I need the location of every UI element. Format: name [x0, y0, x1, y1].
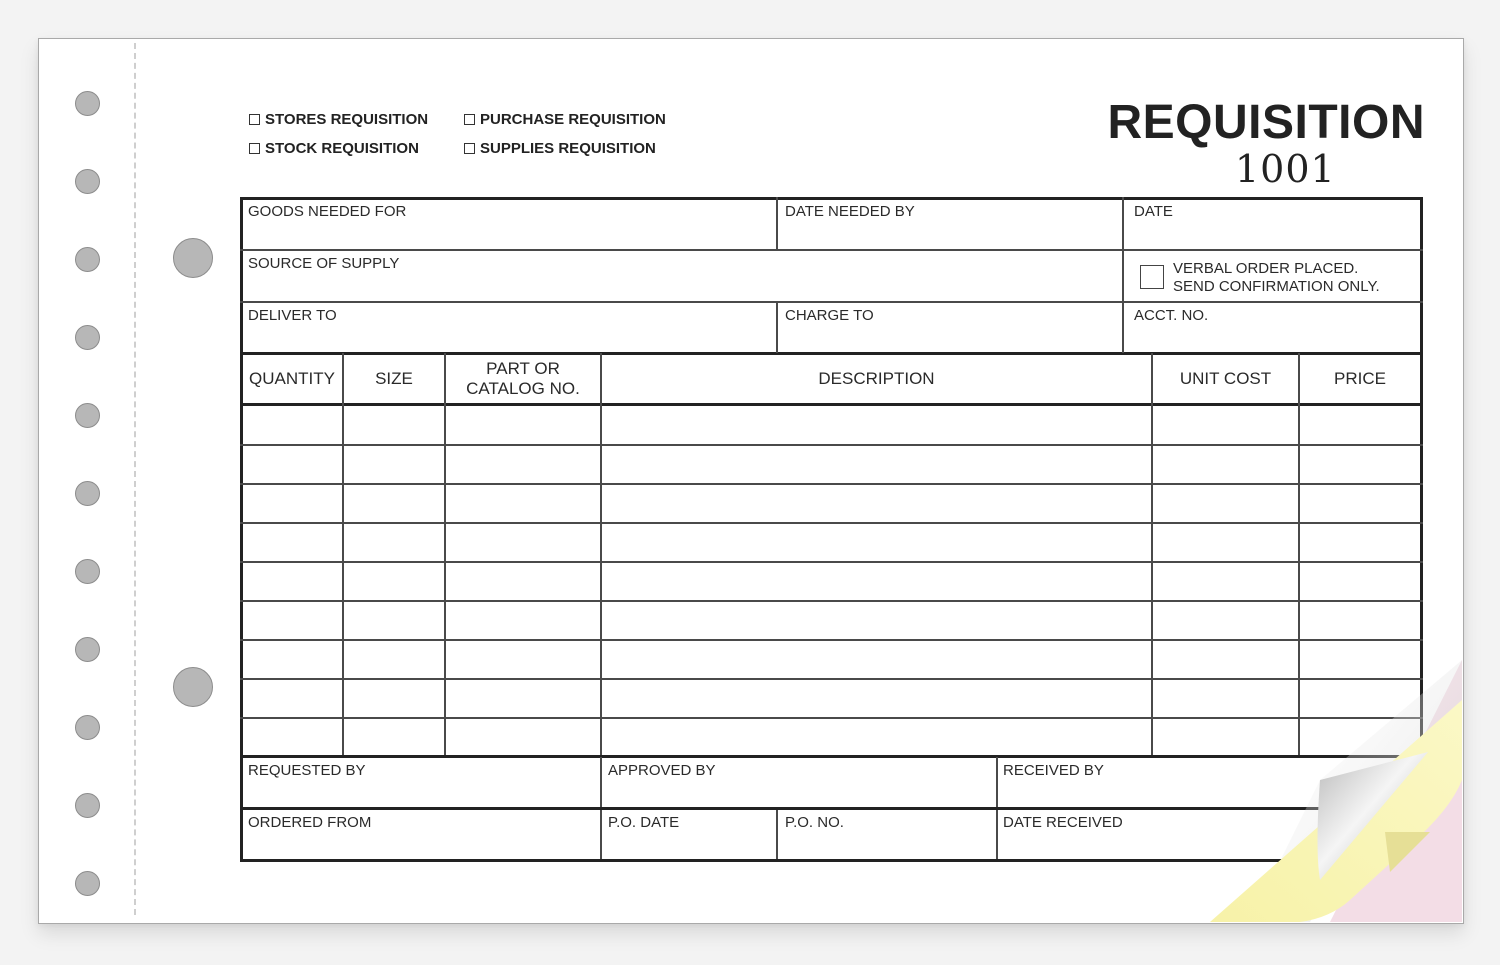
table-row[interactable]	[240, 717, 1423, 719]
requisition-form-sheet	[38, 38, 1464, 924]
table-row[interactable]	[240, 639, 1423, 641]
received-by-field[interactable]: RECEIVED BY	[1003, 762, 1104, 779]
binder-hole	[75, 403, 100, 428]
requested-by-field[interactable]: REQUESTED BY	[248, 762, 366, 779]
checkbox-icon[interactable]	[464, 114, 475, 125]
binder-hole	[75, 637, 100, 662]
option-label: PURCHASE REQUISITION	[480, 111, 666, 128]
column-header-unit-cost: UNIT COST	[1179, 369, 1272, 388]
date-field[interactable]: DATE	[1134, 203, 1173, 220]
verbal-order-line1: VERBAL ORDER PLACED.	[1173, 260, 1359, 277]
table-row[interactable]	[240, 561, 1423, 563]
table-row[interactable]	[240, 600, 1423, 602]
column-header-part-catalog	[445, 355, 601, 403]
table-row[interactable]	[240, 483, 1423, 485]
goods-needed-for-field[interactable]: GOODS NEEDED FOR	[248, 203, 407, 220]
verbal-order-label	[1173, 260, 1380, 296]
large-binder-hole	[173, 238, 213, 278]
stock-requisition-option[interactable]	[249, 134, 428, 163]
binder-hole	[75, 91, 100, 116]
binder-hole	[75, 481, 100, 506]
perforation-line	[134, 43, 136, 915]
acct-no-field[interactable]: ACCT. NO.	[1134, 307, 1209, 324]
purchase-requisition-option[interactable]	[464, 105, 666, 134]
verbal-order-line2: SEND CONFIRMATION ONLY.	[1173, 278, 1380, 295]
option-label: STOCK REQUISITION	[265, 140, 419, 157]
charge-to-field[interactable]: CHARGE TO	[785, 307, 874, 324]
form-title: REQUISITION	[1107, 96, 1425, 149]
binder-hole	[75, 715, 100, 740]
supplies-requisition-option[interactable]	[464, 134, 666, 163]
column-header-quantity: QUANTITY	[249, 369, 335, 388]
po-date-field[interactable]: P.O. DATE	[608, 814, 680, 831]
date-received-field[interactable]: DATE RECEIVED	[1003, 814, 1123, 831]
column-header-price: PRICE	[1334, 369, 1386, 388]
po-no-field[interactable]: P.O. NO.	[785, 814, 844, 831]
large-binder-hole	[173, 667, 213, 707]
source-of-supply-field[interactable]: SOURCE OF SUPPLY	[248, 255, 400, 272]
verbal-order-checkbox[interactable]	[1140, 265, 1164, 289]
binder-hole	[75, 169, 100, 194]
checkbox-icon[interactable]	[249, 143, 260, 154]
binder-hole	[75, 871, 100, 896]
approved-by-field[interactable]: APPROVED BY	[608, 762, 716, 779]
part-or-label: PART OR	[486, 359, 560, 378]
form-number: 1001	[1235, 147, 1336, 191]
checkbox-icon[interactable]	[249, 114, 260, 125]
option-label: SUPPLIES REQUISITION	[480, 140, 656, 157]
table-row[interactable]	[240, 444, 1423, 446]
binder-hole	[75, 793, 100, 818]
column-header-size: SIZE	[375, 369, 413, 388]
column-header-description: DESCRIPTION	[818, 369, 935, 388]
stores-requisition-option[interactable]	[249, 105, 428, 134]
table-row[interactable]	[240, 522, 1423, 524]
checkbox-icon[interactable]	[464, 143, 475, 154]
table-row[interactable]	[240, 678, 1423, 680]
requisition-type-left	[249, 105, 428, 163]
binder-hole	[75, 559, 100, 584]
requisition-type-right	[464, 105, 666, 163]
binder-hole	[75, 325, 100, 350]
date-needed-by-field[interactable]: DATE NEEDED BY	[785, 203, 915, 220]
deliver-to-field[interactable]: DELIVER TO	[248, 307, 337, 324]
form-grid	[240, 197, 1423, 860]
ordered-from-field[interactable]: ORDERED FROM	[248, 814, 372, 831]
option-label: STORES REQUISITION	[265, 111, 429, 128]
catalog-no-label: CATALOG NO.	[466, 379, 580, 398]
binder-hole	[75, 247, 100, 272]
